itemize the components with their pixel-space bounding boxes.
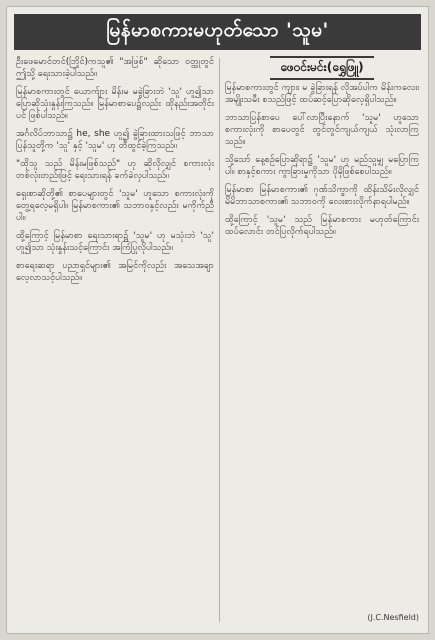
column-divider [219, 58, 220, 622]
left-column [16, 56, 214, 624]
left-paragraph: ရှေးစာဆိုတို့၏ စာပေများတွင် 'သူမ' ဟူသော စကားလုံးကို တွေ့ရလေ့မရှိပါ။ မြန်မာစကား၏ သဘာဝနှင့်လည်း မကိုက်ညီပါ။ [16, 189, 214, 223]
left-paragraph: စာရေးဆရာ ပညာရှင်များ၏ အမြင်ကိုလည်း အသေအချာ လေ့လာသင့်ပါသည်။ [16, 261, 214, 283]
author-name: ဖေဝင်းမင်း(ရွှေဖြူ) [270, 56, 373, 80]
left-paragraph: အင်္ဂလိပ်ဘာသာ၌ he, she ဟူ၍ ခွဲခြားထားသဖြင့် ဘာသာပြန်သူတို့က 'သူ' နှင့် 'သူမ' ဟု တီထွင်ခဲ့ကြသည်။ [16, 129, 214, 151]
right-paragraph: မြန်မာစာ မြန်မာစကား၏ ဂုဏ်သိက္ခာကို ထိန်းသိမ်းလိုလျှင် မိမိဘာသာစကား၏ သဘာဝကို လေးစားလိုက်နာရပါမည်။ [225, 185, 419, 207]
article-title: မြန်မာစကားမဟုတ်သော 'သူမ' [106, 19, 329, 41]
left-paragraph: မြန်မာစကားတွင် ယောက်ျား မိန်းမ မခွဲခြားဘဲ 'သူ' ဟူ၍သာ ပြောဆိုသုံးနှုန်းကြသည်။ မြန်မာစာပေ၌လည်း ထိုနည်းအတိုင်းပင် ဖြစ်ပါသည်။ [16, 87, 214, 121]
right-paragraph: မြန်မာစကားတွင် ကျား၊ မ ခွဲခြားရန် လိုအပ်ပါက မိန်းကလေး၊ အမျိုးသမီး စသည်ဖြင့် ထပ်ဆင့်ပြောဆိုလေ့ရှိပါသည်။ [225, 83, 419, 105]
newspaper-page [6, 6, 429, 634]
right-paragraph: ထို့ကြောင့် 'သူမ' သည် မြန်မာစကား မဟုတ်ကြောင်း ထပ်လောင်း တင်ပြလိုက်ရပါသည်။ [225, 215, 419, 237]
headline-banner [14, 14, 421, 50]
author-byline [225, 56, 419, 80]
reference-note: (J.C.Nesfield) [367, 613, 419, 622]
left-paragraph: ထို့ကြောင့် မြန်မာစာ ရေးသားရာ၌ 'သူမ' ဟု မသုံးဘဲ 'သူ' ဟူ၍သာ သုံးနှုန်းသင့်ကြောင်း အကြံပြုလိုပါသည်။ [16, 231, 214, 253]
right-paragraph: သို့သော် နေ့စဉ်ပြောဆိုရာ၌ 'သူမ' ဟု မည်သူမျှ မပြောကြပါ။ စာနှင့်စကား ကွာခြားမှုကိုသာ ပိုမိုဖြစ်စေပါသည်။ [225, 155, 419, 177]
right-column [225, 56, 419, 624]
left-paragraph: "ထိုသူ သည် မိန်းမဖြစ်သည်" ဟု ဆိုလိုလျှင် စကားလုံးတစ်လုံးတည်းဖြင့် ရေးသားရန် ခက်ခဲလှပါသည်။ [16, 159, 214, 181]
right-paragraph: ဘာသာပြန်စာပေ ပေါ်လာပြီးနောက် 'သူမ' ဟူသော စကားလုံးကို စာပေတွင် တွင်တွင်ကျယ်ကျယ် သုံးလာကြသည်။ [225, 113, 419, 147]
left-paragraph: ဦးဖေမောင်တင်(ဘြိုင်)ကသူ၏ "အဖြစ်" ဆိုသော ဝတ္ထုတွင် ဤသို့ ရေးသားခဲ့ပါသည်။ [16, 57, 214, 79]
